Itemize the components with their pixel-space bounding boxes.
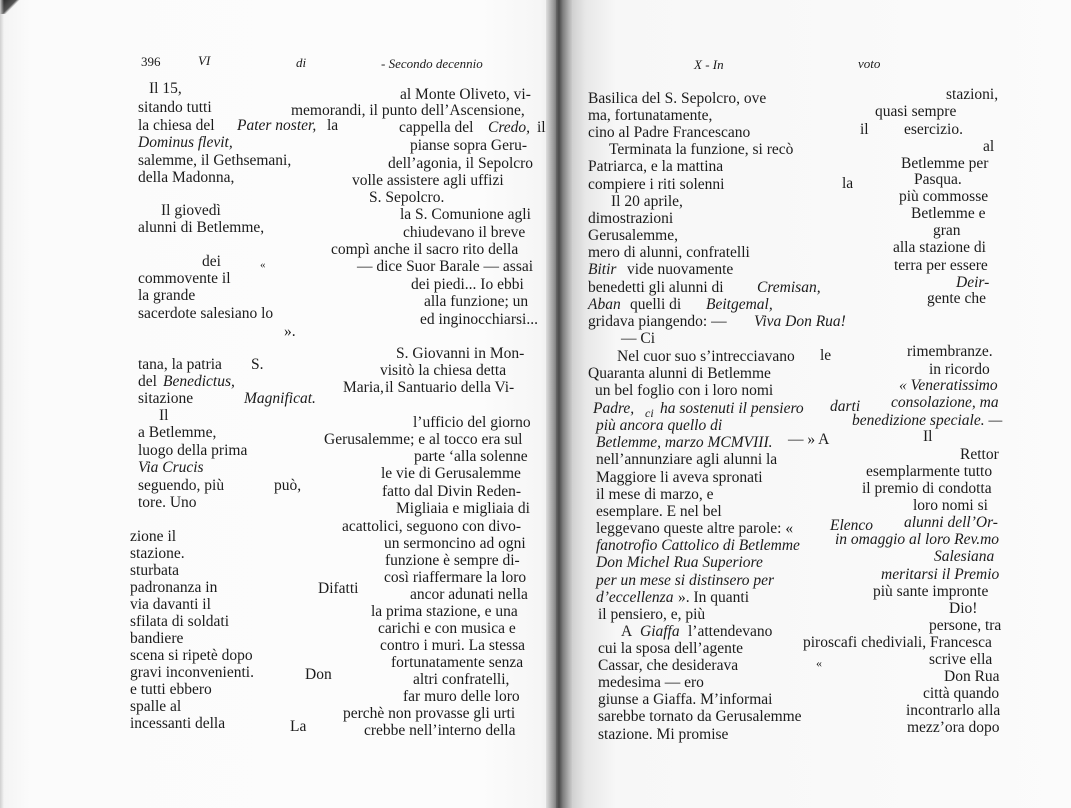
text-line: più ancora quello di [596,417,723,434]
text-line: Pasqua. [914,171,962,188]
running-header-left: - Secondo decennio [381,56,483,71]
text-line: memorandi, il punto dell’Ascensione, [291,102,525,119]
text-line: Basilica del S. Sepolcro, ove [588,90,767,107]
text-line: Aban [588,296,621,313]
text-line: alla stazione di [893,239,986,256]
text-line: Cassar, che desiderava [598,657,739,674]
text-line: — Ci [621,330,656,347]
text-line: città quando [923,685,1000,702]
text-line: Magnificat. [244,390,316,407]
text-line: gravi inconvenienti. [130,664,254,681]
text-line: e tutti ebbero [130,681,212,698]
text-line: compiere i riti solenni [588,176,725,193]
text-line: Gerusalemme; e al tocco era sul [324,431,523,448]
text-line: benedetti gli alunni di [588,279,724,296]
text-line: ma, fortunatamente, [588,107,713,124]
text-line: il premio di condotta [862,480,992,497]
text-line: mero di alunni, confratelli [588,244,750,261]
text-line: benedizione speciale. — [852,412,1003,429]
text-line: meritarsi il Premio [881,566,1000,583]
text-line: d’eccellenza [596,589,674,606]
text-line: compì anche il sacro rito della [331,241,519,258]
text-line: esercizio. [904,121,963,138]
text-line: A [621,623,633,640]
text-line: stazione. Mi promise [598,726,729,743]
text-line: Giaffa [640,623,680,640]
text-line: via davanti il [130,596,211,613]
text-line: il [537,119,546,136]
text-line: Patriarca, e la mattina [588,158,724,175]
text-line: un bel foglio con i loro nomi [595,382,774,399]
text-line: darti [830,398,861,415]
text-line: in omaggio al loro Rev.mo [835,531,1000,548]
text-line: salemme, il Gethsemani, [138,152,292,169]
text-line: scrive ella [929,651,993,668]
text-line: quasi sempre [875,103,957,120]
text-line: piroscafi chediviali, Francesca [803,634,992,651]
text-line: sarebbe tornato da Gerusalemme [598,708,802,725]
text-line: visitò la chiesa detta [380,362,507,379]
text-line: alla funzione; un [424,293,529,310]
text-line: le vie di Gerusalemme [381,465,521,482]
text-line: la prima stazione, e una [371,603,518,620]
text-line: S. Giovanni in Mon- [396,345,525,362]
text-line: Betlemme per [901,155,989,172]
text-line: loro nomi si [913,497,988,514]
text-line: sfilata di soldati [130,613,230,630]
text-line: pianse sopra Geru- [410,137,528,154]
text-line: quelli di [630,296,682,313]
running-header-right: X - In [694,57,724,72]
text-line: ha sostenuti il pensiero [660,400,804,417]
text-line: cappella del [399,119,474,136]
text-line: gente che [927,290,986,307]
text-line: Betlemme e [911,205,986,222]
text-line: La [290,718,307,735]
text-line: in ricordo [929,361,990,378]
text-line: sacerdote salesiano lo [138,305,274,322]
text-line: fortunatamente senza [391,654,524,671]
text-line: Maggiore li aveva spronati [596,469,763,486]
book-gutter-shadow [546,0,572,808]
text-line: tana, la patria [138,356,222,373]
text-line: S. Sepolcro. [369,189,445,206]
text-line: bandiere [130,630,184,647]
text-line: il pensiero, e, più [598,606,706,623]
text-line: alunni di Betlemme, [138,219,265,236]
text-line: consolazione, ma [891,394,999,411]
text-line: carichi e con musica e [378,620,516,637]
text-line: tore. Uno [138,494,197,511]
text-line: sturbata [130,562,180,579]
text-line: crebbe nell’interno della [364,722,516,739]
text-line: Salesiana [934,548,995,565]
text-line: rimembranze. [907,343,993,360]
text-line: « [816,656,822,670]
text-line: Gerusalemme, [588,227,678,244]
text-line: ancor adunati nella [410,586,528,603]
text-line: Elenco [830,517,874,534]
text-line: così riaffermare la loro [384,569,527,586]
text-line: medesima — ero [598,674,704,691]
text-line: S. [251,356,264,373]
text-line: parte ‘alla solenne [414,448,528,465]
text-line: alunni dell’Or- [904,514,998,531]
text-line: persone, tra [929,617,1002,634]
text-line: Il 15, [149,80,182,97]
text-line: la [842,175,854,192]
text-line: Terminata la funzione, si recò [609,141,794,158]
text-line: la [327,117,339,134]
text-line: leggevano queste altre parole: « [596,520,794,537]
text-line: dei piedi... Io ebbi [411,276,524,293]
text-line: Benedictus, [163,373,235,390]
text-line: altri confratelli, [413,671,510,688]
page-number: 396 [141,54,161,69]
text-line: Via Crucis [138,459,204,476]
text-line: contro i muri. La stessa [380,637,526,654]
text-line: del [138,373,157,390]
text-line: nell’annunziare agli alunni la [596,451,778,468]
text-line: scena si ripetè dopo [130,647,253,664]
text-line: il Santuario della Vi- [385,379,515,396]
text-line: le [820,347,832,364]
text-line: « Veneratissimo [899,377,998,394]
text-line: luogo della prima [138,442,248,459]
text-line: Beitgemal, [706,296,773,313]
text-line: Don Rua [944,668,1000,685]
text-line: perchè non provasse gli urti [343,705,516,722]
text-line: sitando tutti [138,99,212,116]
text-line: Rettor [960,446,999,463]
text-line: a Betlemme, [138,424,217,441]
text-line: l’ufficio del giorno [413,414,531,431]
text-line: cino al Padre Francescano [588,124,751,141]
text-line: incontrarlo alla [906,702,1001,719]
text-line: Quaranta alunni di Betlemme [588,365,771,382]
text-line: Migliaia e migliaia di [396,500,530,517]
text-line: fanotrofio Cattolico di Betlemme [596,537,800,554]
text-line: l’attendevano [688,623,773,640]
text-line: la grande [138,287,196,304]
text-line: Maria, [343,379,384,396]
text-line: Padre, [593,400,635,417]
text-line: un sermoncino ad ogni [384,535,526,552]
text-line: Viva Don Rua! [754,313,846,330]
text-line: gridava piangendo: — [588,313,727,330]
text-line: Dominus flevit, [138,134,233,151]
text-line: stazione. [130,545,185,562]
text-line: può, [274,477,302,494]
text-line: Don Michel Rua Superiore [596,554,763,571]
text-line: Dio! [949,600,978,617]
text-line: al Monte Oliveto, vi- [400,86,531,103]
text-line: Il giovedì [161,202,221,219]
text-line: il [860,121,869,138]
text-line: Deir- [956,274,990,291]
text-line: giunse a Giaffa. M’informai [598,691,773,708]
text-line: spalle al [130,698,182,715]
text-line: funzione è sempre di- [385,552,520,569]
text-line: fatto dal Divin Reden- [382,483,522,500]
left-edge-shadow [0,0,4,808]
text-line: il mese di marzo, e [596,486,714,503]
text-line: zione il [130,528,177,545]
header-voto: voto [858,56,881,71]
text-line: acattolici, seguono con divo- [342,518,522,535]
text-line: commovente il [138,270,231,287]
text-line: più sante impronte [873,583,989,600]
text-line: stazioni, [946,86,999,103]
text-line: seguendo, più [138,477,225,494]
text-line: la S. Comunione agli [400,206,531,223]
text-line: Don [305,666,332,683]
text-line: — dice Suor Barale — assai [357,258,534,275]
text-line: cui la sposa dell’agente [598,640,744,657]
text-line: chiudevano il breve [403,224,526,241]
text-line: Il [159,407,169,424]
text-line: dimostrazioni [588,210,674,227]
text-line: ». [284,323,296,340]
text-line: sitazione [138,390,194,407]
text-line: « [260,259,266,271]
text-line: della Madonna, [138,169,235,186]
text-line: ci [645,406,654,420]
text-line: la chiesa del [138,117,215,134]
text-line: esemplare. E nel bel [596,503,722,520]
text-line: — » A [788,431,830,448]
text-line: Cremisan, [757,279,821,296]
text-line: Nel cuor suo s’intrecciavano [617,348,795,365]
text-line: terra per essere [894,257,988,274]
text-line: dell’agonia, il Sepolcro [388,155,534,172]
text-line: volle assistere agli uffizi [352,172,504,189]
text-line: Bitir [588,261,617,278]
text-line: esemplarmente tutto [866,463,993,480]
text-line: ». In quanti [678,589,750,606]
text-line: mezz’ora dopo [907,719,1000,736]
text-line: gran [933,222,961,239]
text-line: Difatti [318,580,359,597]
text-line: Betlemme, marzo MCMVIII. [596,434,773,451]
text-line: vide nuovamente [627,261,734,278]
text-line: Credo, [488,119,531,136]
text-line: più commosse [899,188,989,205]
text-line: per un mese si distinsero per [596,572,775,589]
text-line: padronanza in [130,579,218,596]
text-line: ed inginocchiarsi... [420,311,538,328]
text-line: Pater noster, [237,117,317,134]
text-line: Il [923,428,933,445]
text-line: far muro delle loro [403,688,520,705]
header-di: di [296,55,307,70]
text-line: al [983,138,995,155]
text-line: Il 20 aprile, [611,193,683,210]
chapter-label: VI [198,53,211,68]
text-line: incessanti della [130,715,226,732]
text-line: dei [202,253,221,270]
